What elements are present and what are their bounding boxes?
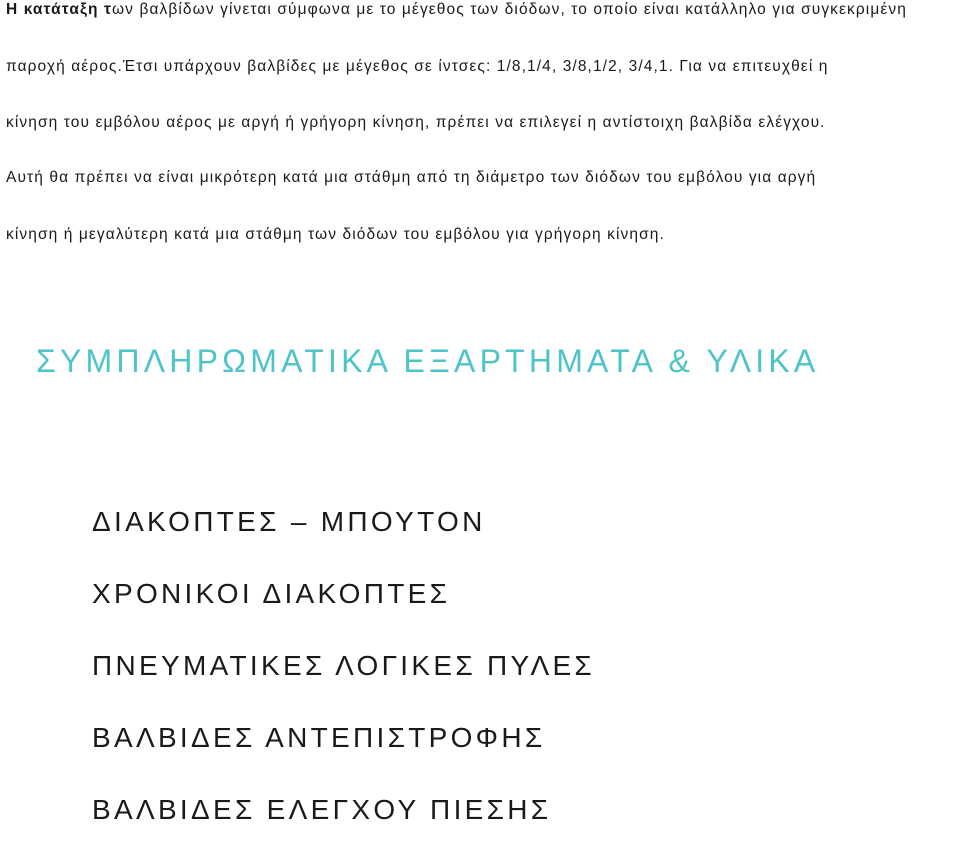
product-link-check-valves[interactable]: ΒΑΛΒΙΔΕΣ ΑΝΤΕΠΙΣΤΡΟΦΗΣ [92,722,546,753]
paragraph-lead-bold: Η κατάταξη τ [6,1,112,18]
paragraph-line-1-text: ων βαλβίδων γίνεται σύμφωνα με το μέγεθος των διόδων, το οποίο είναι κατάλληλο για συγκεκριμένη [111,1,907,18]
paragraph-line-1 [6,0,907,20]
product-link-pneumatic-logic-gates[interactable]: ΠΝΕΥΜΑΤΙΚΕΣ ΛΟΓΙΚΕΣ ΠΥΛΕΣ [92,650,596,681]
product-link-timer-switches[interactable]: ΧΡΟΝΙΚΟΙ ΔΙΑΚΟΠΤΕΣ [92,578,451,609]
paragraph-line-3: κίνηση του εμβόλου αέρος με αργή ή γρήγορη κίνηση, πρέπει να επιλεγεί η αντίστοιχη βαλβίδα ελέγχου. [6,114,826,131]
paragraph-line-5: κίνηση ή μεγαλύτερη κατά μια στάθμη των διόδων του εμβόλου για γρήγορη κίνηση. [6,226,665,243]
product-link-pressure-control-valves[interactable]: ΒΑΛΒΙΔΕΣ ΕΛΕΓΧΟΥ ΠΙΕΣΗΣ [92,794,552,825]
paragraph-line-2: παροχή αέρος.Έτσι υπάρχουν βαλβίδες με μέγεθος σε ίντσες: 1/8,1/4, 3/8,1/2, 3/4,1. Για να επιτευχθεί η [6,58,829,75]
paragraph-line-4: Αυτή θα πρέπει να είναι μικρότερη κατά μια στάθμη από τη διάμετρο των διόδων του εμβόλου για αργή [6,169,817,186]
product-link-switches-buttons[interactable]: ΔΙΑΚΟΠΤΕΣ – ΜΠΟΥΤΟΝ [92,506,486,537]
product-list [92,504,595,864]
section-title: ΣΥΜΠΛΗΡΩΜΑΤΙΚΑ ΕΞΑΡΤΗΜΑΤΑ & ΥΛΙΚΑ [36,343,820,379]
